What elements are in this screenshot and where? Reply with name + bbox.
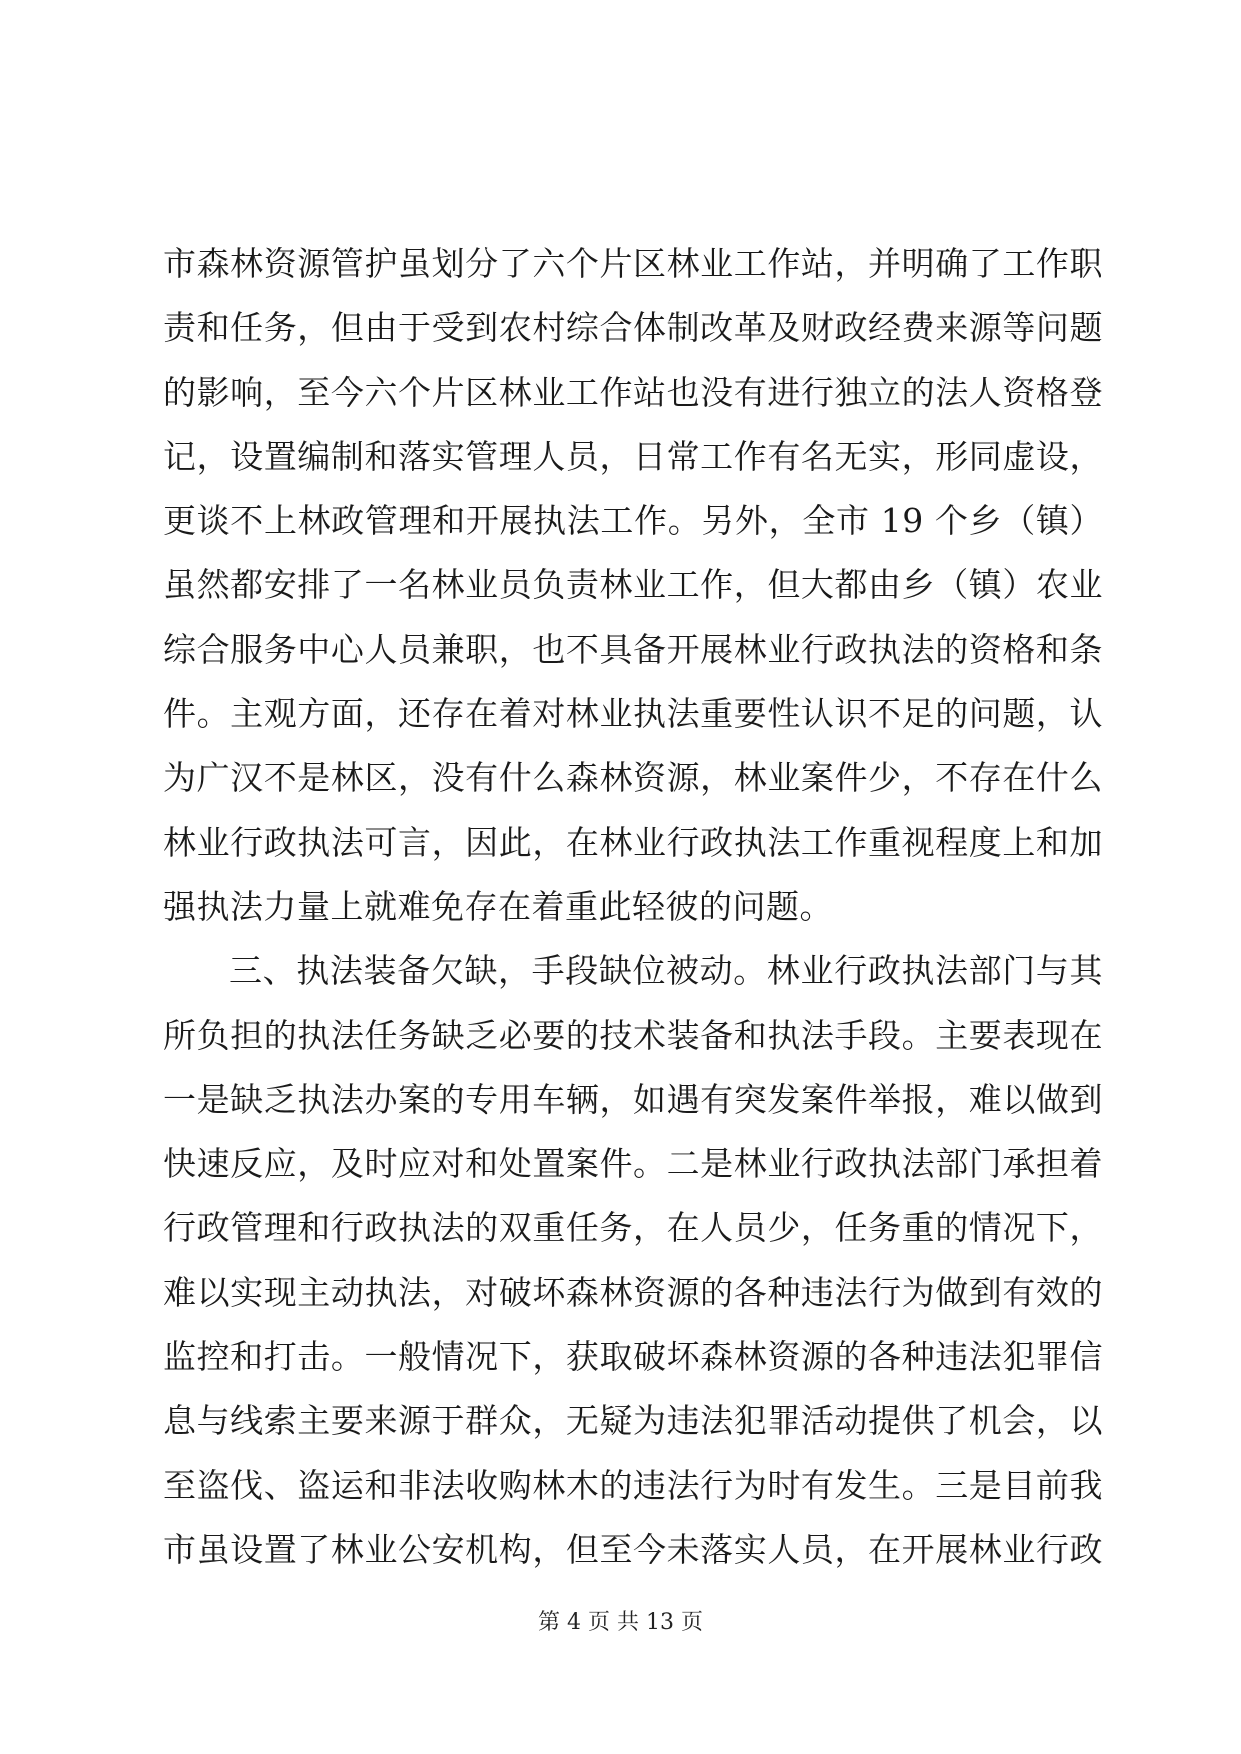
text-line: 更谈不上林政管理和开展执法工作。另外，全市 19 个乡（镇） xyxy=(163,501,1103,541)
text-line: 综合服务中心人员兼职，也不具备开展林业行政执法的资格和条 xyxy=(163,629,1103,669)
text-line: 市森林资源管护虽划分了六个片区林业工作站，并明确了工作职 xyxy=(163,244,1103,283)
text-line: 难以实现主动执法，对破坏森林资源的各种违法行为做到有效的 xyxy=(163,1272,1103,1312)
text-line: 三、执法装备欠缺，手段缺位被动。林业行政执法部门与其 xyxy=(229,951,1103,991)
text-line: 为广汉不是林区，没有什么森林资源，林业案件少，不存在什么 xyxy=(163,758,1103,798)
text-line: 强执法力量上就难免存在着重此轻彼的问题。 xyxy=(163,886,833,926)
text-line: 行政管理和行政执法的双重任务，在人员少，任务重的情况下， xyxy=(163,1208,1103,1248)
page-footer: 第 4 页 共 13 页 xyxy=(538,1610,703,1635)
text-line: 一是缺乏执法办案的专用车辆，如遇有突发案件举报，难以做到 xyxy=(163,1079,1103,1119)
body-text xyxy=(163,232,1103,1582)
text-line: 记，设置编制和落实管理人员，日常工作有名无实，形同虚设， xyxy=(163,436,1103,476)
text-line: 的影响，至今六个片区林业工作站也没有进行独立的法人资格登 xyxy=(163,372,1103,412)
text-line: 虽然都安排了一名林业员负责林业工作，但大都由乡（镇）农业 xyxy=(163,565,1103,605)
text-line: 至盗伐、盗运和非法收购林木的违法行为时有发生。三是目前我 xyxy=(163,1465,1103,1505)
text-line: 林业行政执法可言，因此，在林业行政执法工作重视程度上和加 xyxy=(163,822,1103,862)
text-line: 快速反应，及时应对和处置案件。二是林业行政执法部门承担着 xyxy=(163,1144,1103,1184)
text-line: 责和任务，但由于受到农村综合体制改革及财政经费来源等问题 xyxy=(163,308,1103,348)
text-line: 监控和打击。一般情况下，获取破坏森林资源的各种违法犯罪信 xyxy=(163,1337,1103,1377)
text-line: 市虽设置了林业公安机构，但至今未落实人员，在开展林业行政 xyxy=(163,1529,1103,1569)
text-line: 所负担的执法任务缺乏必要的技术装备和执法手段。主要表现在 xyxy=(163,1015,1103,1055)
text-line: 件。主观方面，还存在着对林业执法重要性认识不足的问题，认 xyxy=(163,694,1103,734)
text-line: 息与线索主要来源于群众，无疑为违法犯罪活动提供了机会，以 xyxy=(163,1401,1103,1441)
